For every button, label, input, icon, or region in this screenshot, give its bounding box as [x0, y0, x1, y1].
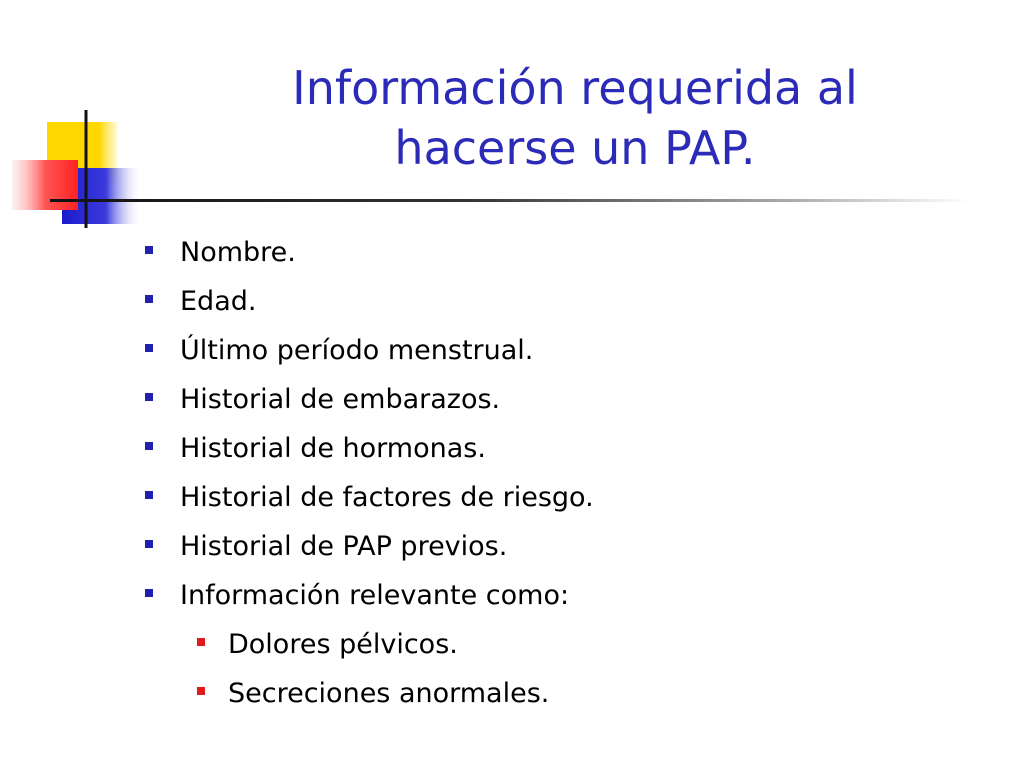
square-bullet-icon — [145, 246, 153, 254]
slide-title — [150, 58, 1000, 178]
title-line-2: hacerse un PAP. — [394, 121, 756, 175]
title-line-1: Información requerida al — [292, 61, 858, 115]
square-bullet-icon — [145, 589, 153, 597]
list-item — [145, 522, 594, 571]
square-bullet-icon — [145, 295, 153, 303]
list-item — [145, 424, 594, 473]
sub-list-item — [145, 669, 594, 718]
square-bullet-icon — [145, 491, 153, 499]
list-item — [145, 228, 594, 277]
list-item — [145, 473, 594, 522]
decorative-squares-logo — [0, 100, 150, 240]
square-bullet-icon — [145, 442, 153, 450]
square-bullet-icon — [145, 393, 153, 401]
red-square-bullet-icon — [197, 687, 205, 695]
bullet-list — [145, 228, 594, 718]
list-item-text: Nombre. — [180, 237, 296, 268]
sub-list-item — [145, 620, 594, 669]
list-item — [145, 571, 594, 620]
list-item — [145, 326, 594, 375]
square-bullet-icon — [145, 344, 153, 352]
list-item-text: Último período menstrual. — [180, 335, 534, 366]
list-item-text: Edad. — [180, 286, 257, 317]
list-item-text: Historial de embarazos. — [180, 384, 501, 415]
list-item-text: Historial de hormonas. — [180, 433, 486, 464]
list-item-text: Historial de PAP previos. — [180, 531, 508, 562]
sub-list-item-text: Dolores pélvicos. — [228, 629, 458, 660]
list-item-text: Historial de factores de riesgo. — [180, 482, 594, 513]
red-square-bullet-icon — [197, 638, 205, 646]
list-item-text: Información relevante como: — [180, 580, 570, 611]
title-divider — [50, 199, 970, 202]
sub-list-item-text: Secreciones anormales. — [228, 678, 550, 709]
list-item — [145, 277, 594, 326]
square-bullet-icon — [145, 540, 153, 548]
red-square — [12, 160, 78, 210]
list-item — [145, 375, 594, 424]
